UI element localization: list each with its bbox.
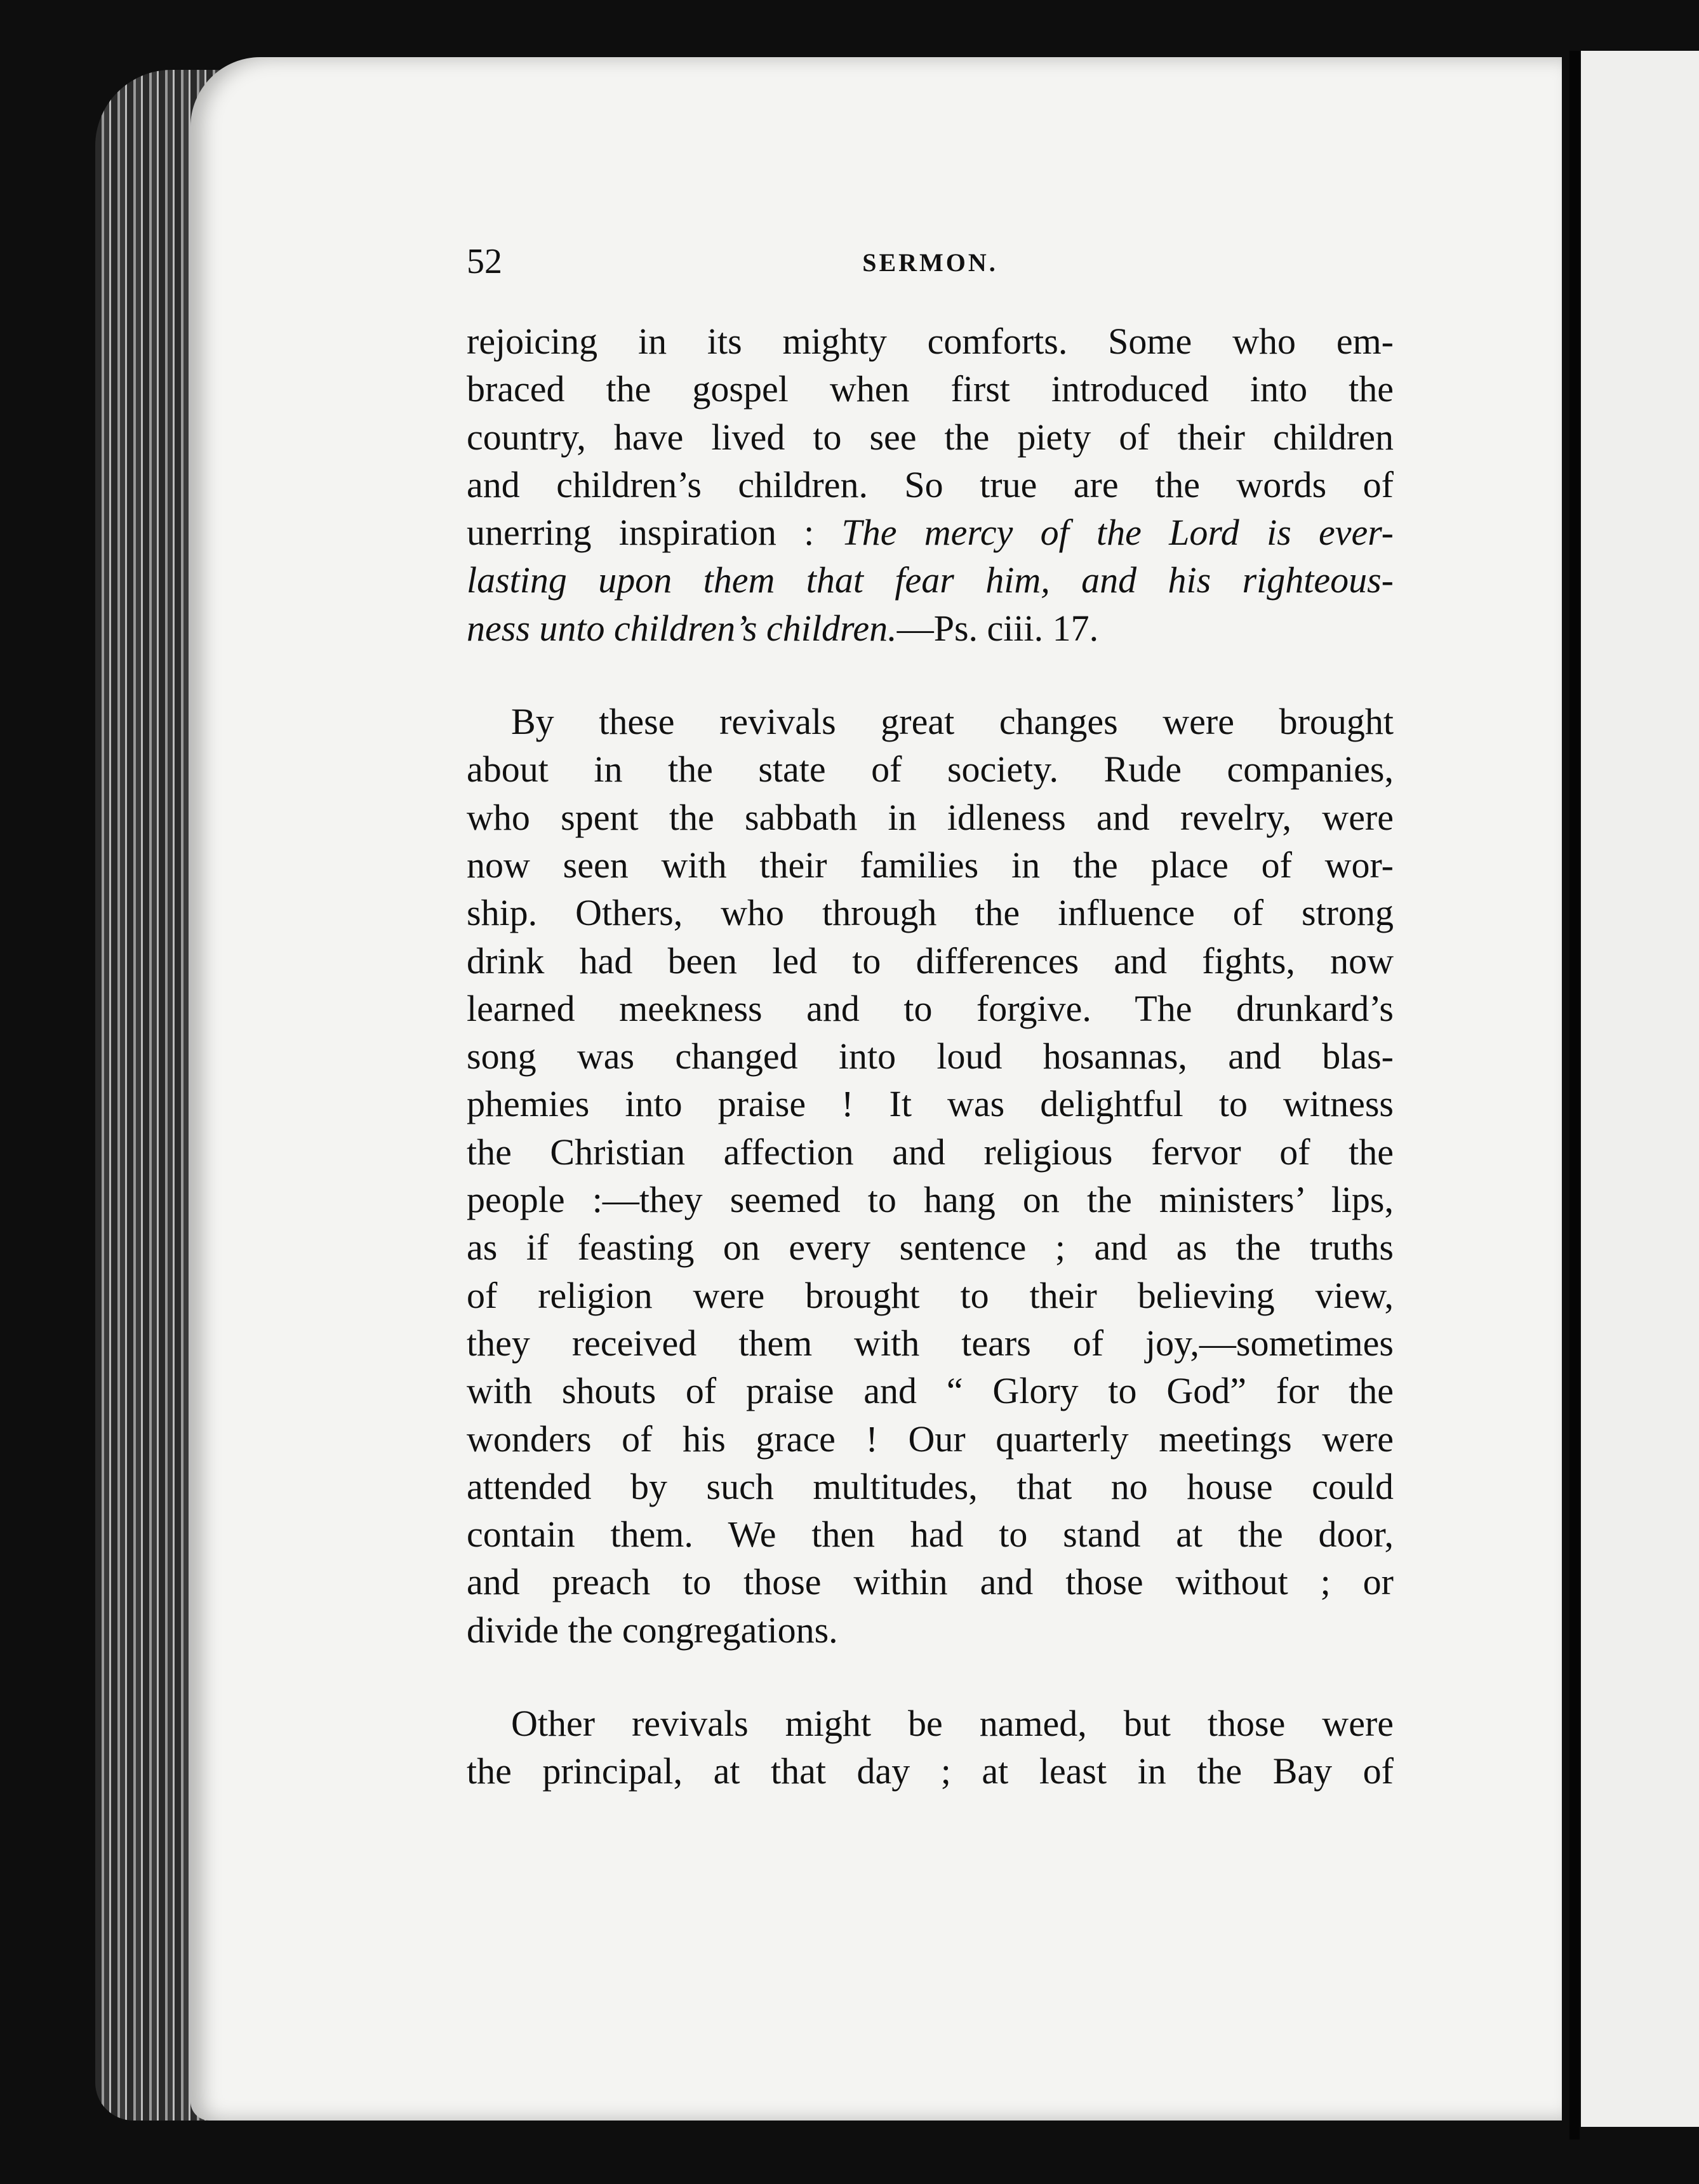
facing-page bbox=[1581, 51, 1699, 2127]
text-run: and preach to those within and those without ; or bbox=[467, 1561, 1394, 1603]
text-run: of religion were brought to their believing view, bbox=[467, 1274, 1394, 1316]
text-line bbox=[467, 1415, 1394, 1463]
text-line bbox=[467, 604, 1394, 652]
text-run: people :—they seemed to hang on the ministers’ lips, bbox=[467, 1179, 1394, 1221]
text-line bbox=[467, 1463, 1394, 1510]
text-run: and children’s children. So true are the words of bbox=[467, 463, 1394, 505]
text-line bbox=[467, 841, 1394, 889]
text-run: rejoicing in its mighty comforts. Some who em- bbox=[467, 321, 1394, 362]
text-run: who spent the sabbath in idleness and revelry, were bbox=[467, 796, 1394, 838]
text-run: song was changed into loud hosannas, and blas- bbox=[467, 1035, 1394, 1077]
paragraph bbox=[467, 317, 1394, 652]
page-header bbox=[467, 241, 1394, 286]
paragraph bbox=[467, 1700, 1394, 1795]
text-run: unerring inspiration : bbox=[467, 512, 842, 554]
text-line bbox=[467, 1032, 1394, 1080]
text-run: contain them. We then had to stand at the door, bbox=[467, 1514, 1394, 1555]
text-run: now seen with their families in the place of wor- bbox=[467, 844, 1394, 886]
text-line bbox=[467, 317, 1394, 365]
text-run: country, have lived to see the piety of their children bbox=[467, 416, 1394, 458]
text-line bbox=[467, 1558, 1394, 1606]
page-number: 52 bbox=[467, 242, 502, 281]
text-run: learned meekness and to forgive. The drunkard’s bbox=[467, 987, 1394, 1029]
text-run: ship. Others, who through the influence of strong bbox=[467, 892, 1394, 934]
text-run: they received them with tears of joy,—sometimes bbox=[467, 1322, 1394, 1364]
text-line bbox=[467, 1176, 1394, 1223]
text-line bbox=[467, 1367, 1394, 1415]
text-line bbox=[467, 745, 1394, 793]
text-line bbox=[467, 509, 1394, 556]
text-run: attended by such multitudes, that no house could bbox=[467, 1465, 1394, 1507]
paragraph-gap bbox=[467, 1654, 1394, 1700]
text-line bbox=[467, 1080, 1394, 1128]
text-line bbox=[467, 413, 1394, 461]
text-run: as if feasting on every sentence ; and as the truths bbox=[467, 1227, 1394, 1268]
text-run: braced the gospel when first introduced into the bbox=[467, 368, 1394, 410]
text-line bbox=[467, 937, 1394, 985]
text-line bbox=[467, 1510, 1394, 1558]
text-line bbox=[467, 556, 1394, 604]
text-line bbox=[467, 1128, 1394, 1176]
text-run: the Christian affection and religious fervor of the bbox=[467, 1131, 1394, 1173]
text-line bbox=[467, 1606, 1394, 1654]
text-run: drink had been led to differences and fights, now bbox=[467, 940, 1394, 982]
text-line bbox=[467, 365, 1394, 413]
text-run: with shouts of praise and “ Glory to God” for the bbox=[467, 1370, 1394, 1412]
body-text bbox=[467, 317, 1394, 1795]
text-line bbox=[467, 461, 1394, 509]
text-line bbox=[467, 1700, 1394, 1747]
text-run: about in the state of society. Rude companies, bbox=[467, 749, 1394, 790]
text-line bbox=[467, 1747, 1394, 1795]
text-run: Other revivals might be named, but those were bbox=[511, 1703, 1394, 1745]
paragraph-gap bbox=[467, 652, 1394, 698]
text-line bbox=[467, 889, 1394, 936]
text-run: wonders of his grace ! Our quarterly meetings were bbox=[467, 1418, 1394, 1460]
text-run: By these revivals great changes were brought bbox=[511, 701, 1394, 743]
running-head: SERMON. bbox=[862, 248, 998, 277]
text-run: phemies into praise ! It was delightful to witness bbox=[467, 1083, 1394, 1125]
text-line bbox=[467, 794, 1394, 841]
text-line bbox=[467, 1223, 1394, 1271]
italic-text: ness unto children’s children. bbox=[467, 607, 897, 649]
text-line bbox=[467, 985, 1394, 1032]
italic-text: lasting upon them that fear him, and his righteous- bbox=[467, 559, 1394, 601]
text-run: the principal, at that day ; at least in the Bay of bbox=[467, 1750, 1394, 1792]
text-line bbox=[467, 1319, 1394, 1367]
book-spine bbox=[1569, 51, 1580, 2140]
paragraph bbox=[467, 698, 1394, 1654]
text-line bbox=[467, 698, 1394, 745]
text-run: divide the congregations. bbox=[467, 1609, 838, 1651]
text-line bbox=[467, 1272, 1394, 1319]
italic-text: The mercy of the Lord is ever- bbox=[841, 512, 1394, 554]
text-run: —Ps. ciii. 17. bbox=[896, 607, 1099, 649]
